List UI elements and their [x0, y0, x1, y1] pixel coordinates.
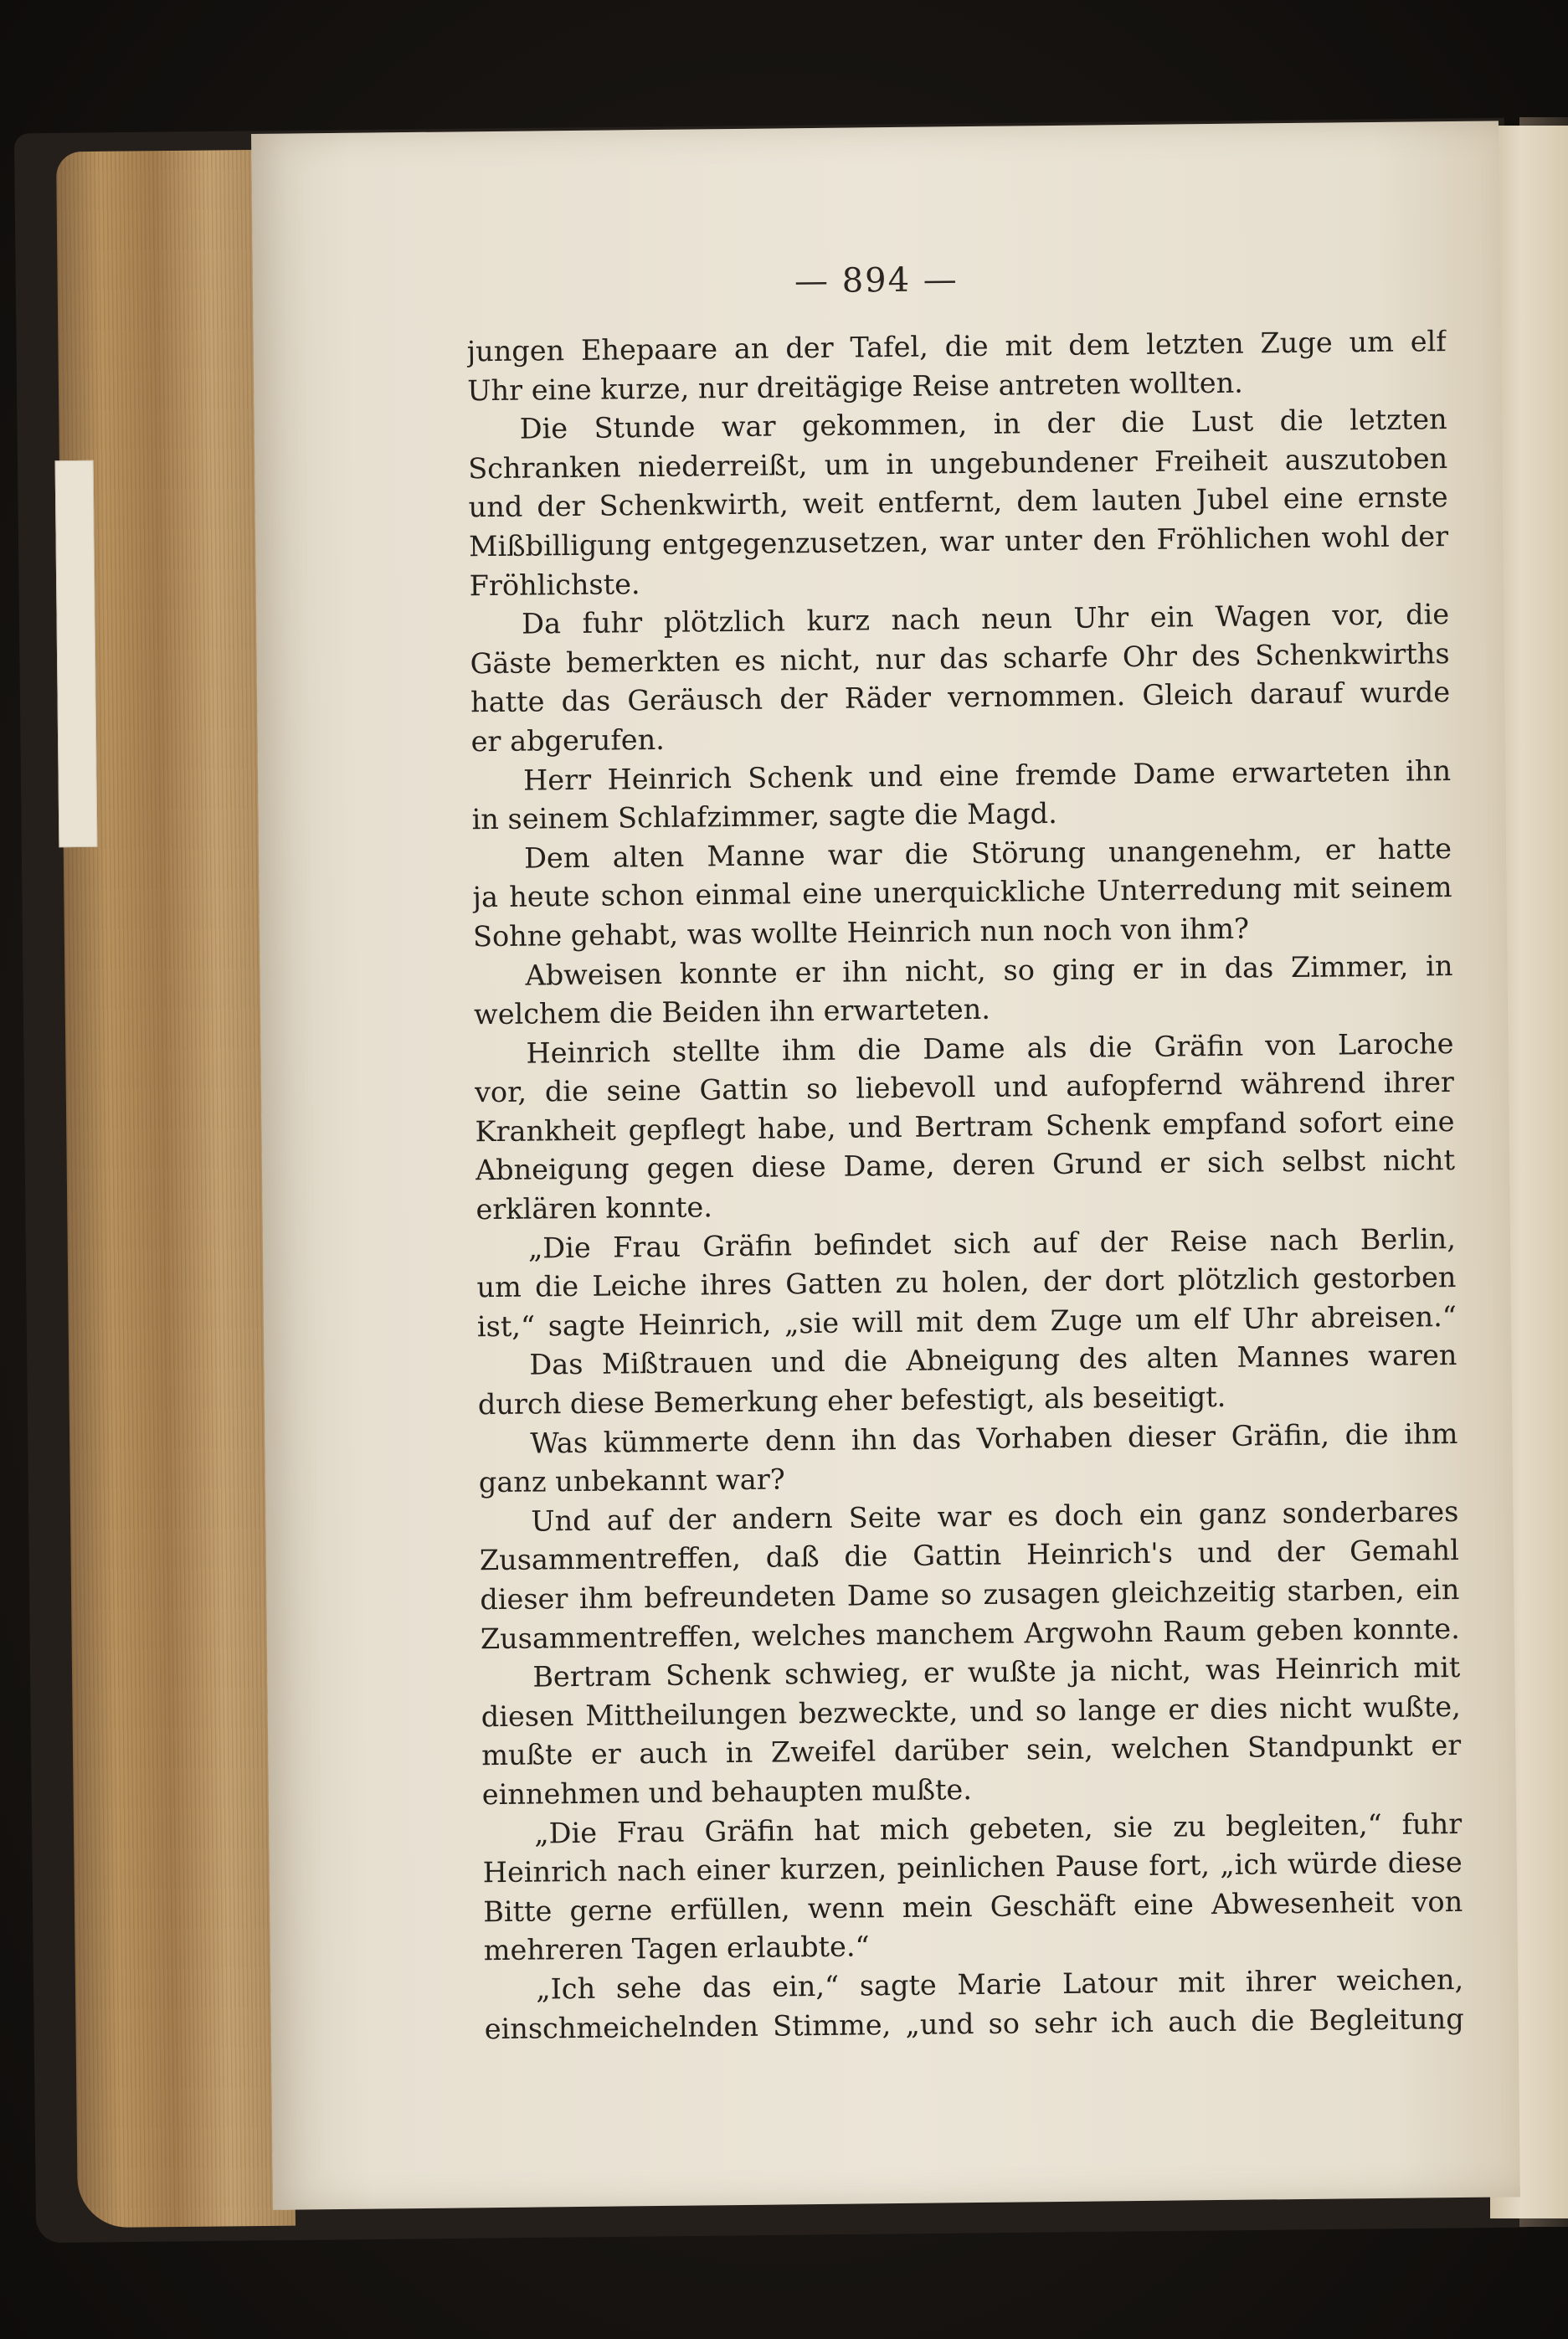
text-line: diesen Mittheilungen bezweckte, und so lange er dies nicht wußte, — [481, 1689, 1461, 1734]
text-line: Krankheit gepflegt habe, und Bertram Schenk empfand sofort eine — [475, 1104, 1455, 1149]
text-line: Uhr eine kurze, nur dreitägige Reise antreten wollten. — [467, 366, 1244, 407]
bookmark-strip — [55, 460, 98, 847]
text-line: Da fuhr plötzlich kurz nach neun Uhr ein Wagen vor, die — [521, 598, 1450, 640]
text-line: Abweisen konnte er ihn nicht, so ging er in das Zimmer, in — [525, 948, 1453, 992]
text-line: durch diese Bemerkung eher befestigt, als beseitigt. — [477, 1380, 1226, 1421]
text-line: Heinrich nach einer kurzen, peinlichen Pause fort, „ich würde diese — [482, 1846, 1463, 1889]
text-line: Bertram Schenk schwieg, er wußte ja nicht, was Heinrich mit — [532, 1651, 1461, 1694]
page-text — [466, 322, 1463, 2049]
text-line: und der Schenkwirth, weit entfernt, dem lauten Jubel eine ernste — [468, 481, 1448, 524]
page-number: — 894 — — [794, 260, 959, 301]
text-line: ja heute schon einmal eine unerquickliche Unterredung mit seinem — [472, 871, 1452, 914]
text-line: er abgerufen. — [470, 722, 666, 758]
text-line: dieser ihm befreundeten Dame so zusagen gleichzeitig starben, ein — [480, 1572, 1460, 1617]
book-page — [251, 121, 1520, 2209]
text-line: „Die Frau Gräfin befindet sich auf der Reise nach Berlin, — [527, 1221, 1457, 1265]
text-line: einnehmen und behaupten mußte. — [481, 1773, 973, 1812]
text-line: „Die Frau Gräfin hat mich gebeten, sie zu begleiten,“ fuhr — [534, 1807, 1463, 1850]
text-line: in seinem Schlafzimmer, sagte die Magd. — [471, 797, 1057, 836]
text-line: Schranken niederreißt, um in ungebundener Freiheit auszutoben — [467, 441, 1448, 486]
text-line: Zusammentreffen, welches manchem Argwohn Raum geben konnte. — [480, 1612, 1460, 1655]
text-line: Die Stunde war gekommen, in der die Lust die letzten — [519, 403, 1447, 445]
text-line: mußte er auch in Zweifel darüber sein, welchen Standpunkt er — [481, 1729, 1462, 1772]
text-line: ist,“ sagte Heinrich, „sie will mit dem Zuge um elf Uhr abreisen.“ — [476, 1299, 1457, 1344]
text-line: Gäste bemerkten es nicht, nur das scharfe Ohr des Schenkwirths — [470, 636, 1450, 681]
text-line: Herr Heinrich Schenk und eine fremde Dame erwarteten ihn — [522, 753, 1452, 797]
text-line: um die Leiche ihres Gatten zu holen, der dort plötzlich gestorben — [476, 1261, 1457, 1304]
text-line: jungen Ehepaare an der Tafel, die mit dem letzten Zuge um elf — [466, 325, 1447, 368]
text-line: ganz unbekannt war? — [478, 1463, 785, 1499]
text-line: Was kümmerte denn ihn das Vorhaben dieser Gräfin, die ihm — [530, 1416, 1458, 1460]
text-line: welchem die Beiden ihn erwarteten. — [473, 992, 991, 1031]
text-line: Sohne gehabt, was wollte Heinrich nun noch von ihm? — [472, 912, 1250, 954]
text-line: erklären konnte. — [476, 1190, 713, 1226]
text-line: hatte das Geräusch der Räder vernommen. Gleich darauf wurde — [470, 676, 1451, 719]
text-line: „Ich sehe das ein,“ sagte Marie Latour mit ihrer weichen, — [536, 1962, 1464, 2006]
text-line: einschmeichelnden Stimme, „und so sehr ich auch die Begleitung — [484, 2002, 1464, 2045]
text-line: Zusammentreffen, daß die Gattin Heinrich's und der Gemahl — [479, 1534, 1460, 1577]
text-line: Heinrich stellte ihm die Dame als die Gräfin von Laroche — [526, 1026, 1454, 1070]
text-line: Und auf der andern Seite war es doch ein ganz sonderbares — [531, 1494, 1459, 1538]
text-line: Abneigung gegen diese Dame, deren Grund er sich selbst nicht — [475, 1144, 1456, 1187]
text-line: Das Mißtrauen und die Abneigung des alten Mannes waren — [529, 1339, 1457, 1382]
text-line: Bitte gerne erfüllen, wenn mein Geschäft eine Abwesenheit von — [483, 1884, 1463, 1928]
text-line: vor, die seine Gattin so liebevoll und aufopfernd während ihrer — [474, 1066, 1455, 1109]
text-line: mehreren Tagen erlaubte.“ — [483, 1930, 870, 1967]
text-line: Mißbilligung entgegenzusetzen, war unter den Fröhlichen wohl der — [468, 520, 1449, 563]
text-line: Dem alten Manne war die Störung unangenehm, er hatte — [523, 831, 1452, 875]
text-line: Fröhlichste. — [469, 567, 640, 602]
